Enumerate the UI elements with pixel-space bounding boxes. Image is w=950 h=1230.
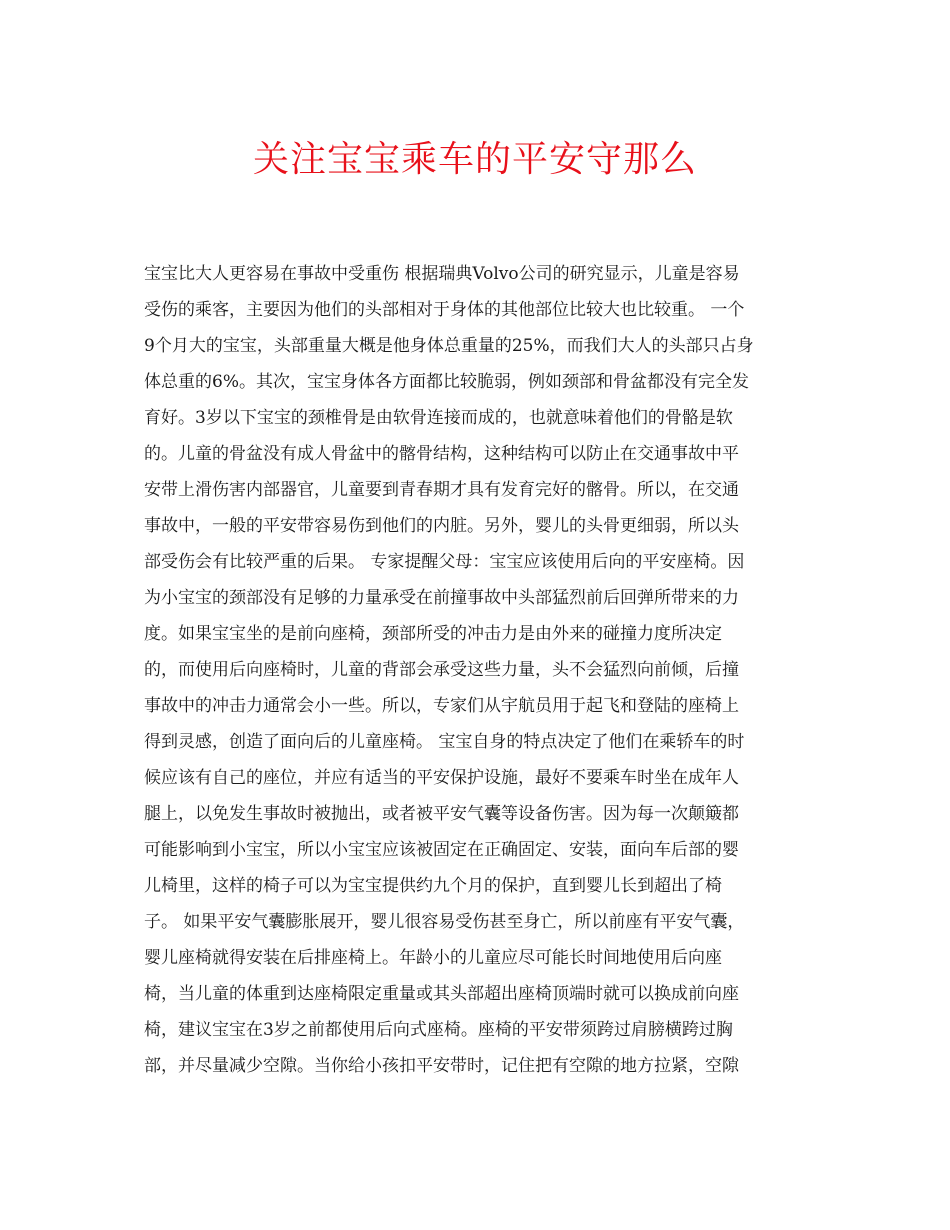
paragraph-line: 腿上，以免发生事故时被抛出，或者被平安气囊等设备伤害。因为每一次颠簸都 (144, 804, 739, 824)
paragraph-line: 度。如果宝宝坐的是前向座椅，颈部所受的冲击力是由外来的碰撞力度所决定 (144, 624, 722, 644)
paragraph-line: 9个月大的宝宝，头部重量大概是他身体总重量的25%，而我们大人的头部只占身 (144, 336, 754, 356)
paragraph-line: 的，而使用后向座椅时，儿童的背部会承受这些力量，头不会猛烈向前倾，后撞 (144, 660, 739, 680)
paragraph-line: 受伤的乘客，主要因为他们的头部相对于身体的其他部位比较大也比较重。 一个 (144, 300, 745, 320)
paragraph-line: 事故中的冲击力通常会小一些。所以，专家们从宇航员用于起飞和登陆的座椅上 (144, 696, 739, 716)
paragraph-line: 婴儿座椅就得安装在后排座椅上。年龄小的儿童应尽可能长时间地使用后向座 (144, 948, 722, 968)
paragraph-line: 子。 如果平安气囊膨胀展开，婴儿很容易受伤甚至身亡，所以前座有平安气囊， (144, 912, 745, 932)
paragraph-line: 宝宝比大人更容易在事故中受重伤 根据瑞典Volvo公司的研究显示，儿童是容易 (144, 264, 740, 284)
paragraph-line: 安带上滑伤害内部器官，儿童要到青春期才具有发育完好的髂骨。所以，在交通 (144, 480, 739, 500)
paragraph-line: 候应该有自己的座位，并应有适当的平安保护设施，最好不要乘车时坐在成年人 (144, 768, 739, 788)
paragraph-line: 育好。3岁以下宝宝的颈椎骨是由软骨连接而成的，也就意味着他们的骨骼是软 (144, 408, 733, 428)
paragraph-line: 为小宝宝的颈部没有足够的力量承受在前撞事故中头部猛烈前后回弹所带来的力 (144, 588, 739, 608)
paragraph-line: 的。儿童的骨盆没有成人骨盆中的髂骨结构，这种结构可以防止在交通事故中平 (144, 444, 739, 464)
paragraph-line: 体总重的6%。其次，宝宝身体各方面都比较脆弱，例如颈部和骨盆都没有完全发 (144, 372, 749, 392)
page-title: 关注宝宝乘车的平安守那么 (252, 139, 697, 180)
paragraph-line: 可能影响到小宝宝，所以小宝宝应该被固定在正确固定、安装，面向车后部的婴 (144, 840, 739, 860)
paragraph-line: 椅，建议宝宝在3岁之前都使用后向式座椅。座椅的平安带须跨过肩膀横跨过胸 (144, 1020, 733, 1040)
paragraph-line: 部受伤会有比较严重的后果。 专家提醒父母：宝宝应该使用后向的平安座椅。因 (144, 552, 745, 572)
paragraph-line: 得到灵感，创造了面向后的儿童座椅。 宝宝自身的特点决定了他们在乘轿车的时 (144, 732, 745, 752)
paragraph-line: 儿椅里，这样的椅子可以为宝宝提供约九个月的保护，直到婴儿长到超出了椅 (144, 876, 722, 896)
paragraph-line: 部，并尽量减少空隙。当你给小孩扣平安带时，记住把有空隙的地方拉紧，空隙 (144, 1056, 739, 1076)
paragraph-line: 椅，当儿童的体重到达座椅限定重量或其头部超出座椅顶端时就可以换成前向座 (144, 984, 739, 1004)
paragraph-line: 事故中，一般的平安带容易伤到他们的内脏。另外，婴儿的头骨更细弱，所以头 (144, 516, 739, 536)
